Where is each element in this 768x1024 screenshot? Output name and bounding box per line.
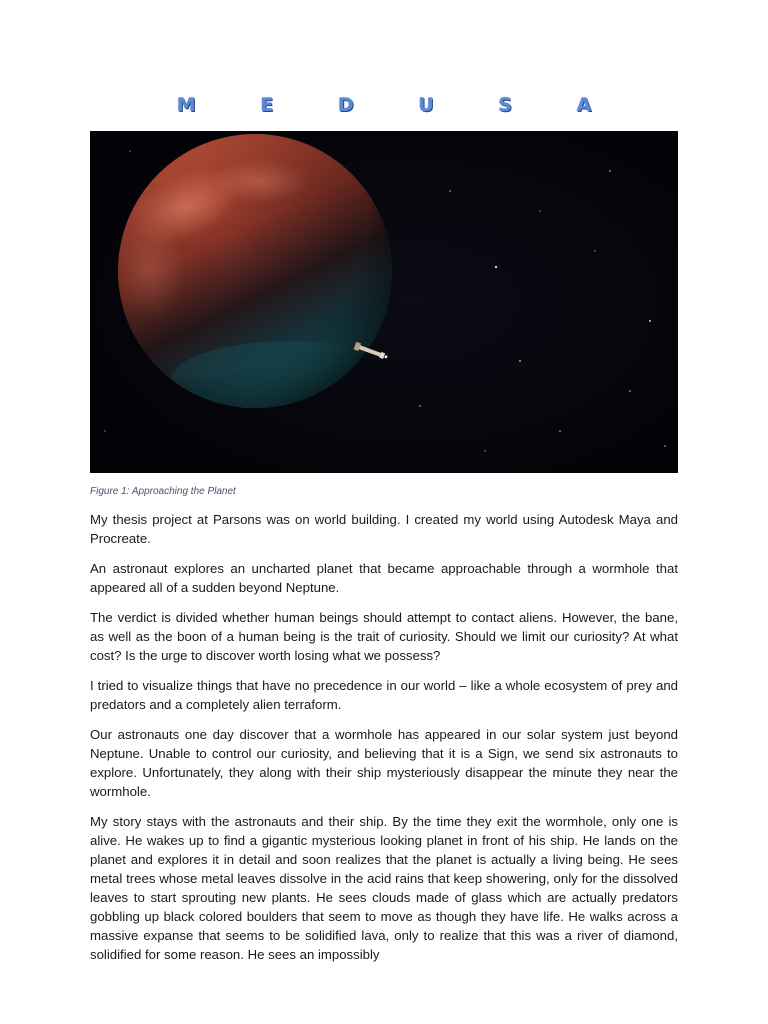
planet-illustration (90, 131, 678, 473)
paragraph: My story stays with the astronauts and their ship. By the time they exit the wormhole, only one is alive. He wakes up to find a gigantic mysterious looking planet in front of his ship. He lands on the planet and explores it in detail and soon realizes that the planet is actually a living being. He sees metal trees whose metal leaves dissolve in the acid rains that keep showering, only for the dissolved leaves to start sprouting new plants. He sees clouds made of glass which are actually predators gobbling up black colored boulders that seem to move as though they have life. He walks across a massive expanse that seems to be solidified lava, only to realize that this was a river of diamond, solidified for some reason. He sees an impossibly (90, 814, 678, 962)
paragraph: My thesis project at Parsons was on world building. I created my world using Autodesk Maya and Procreate. (90, 512, 678, 546)
planet-figure-image (90, 131, 678, 473)
figure-caption: Figure 1: Approaching the Planet (90, 486, 236, 497)
paragraph: Our astronauts one day discover that a wormhole has appeared in our solar system just beyond Neptune. Unable to control our curiosity, and believing that it is a Sign, we send six astronauts to explore. Unfortunately, they along with their ship mysteriously disappear the minute they near the wormhole. (90, 727, 678, 799)
body-text (90, 510, 678, 975)
paragraph: An astronaut explores an uncharted planet that became approachable through a wormhole that appeared all of a sudden beyond Neptune. (90, 561, 678, 595)
paragraph: The verdict is divided whether human beings should attempt to contact aliens. However, the bane, as well as the boon of a human being is the trait of curiosity. Should we limit our curiosity? At what cost? Is the urge to discover worth losing what we possess? (90, 610, 678, 663)
document-title: M E D U S A (176, 94, 621, 116)
paragraph: I tried to visualize things that have no precedence in our world – like a whole ecosystem of prey and predators and a completely alien terraform. (90, 678, 678, 712)
